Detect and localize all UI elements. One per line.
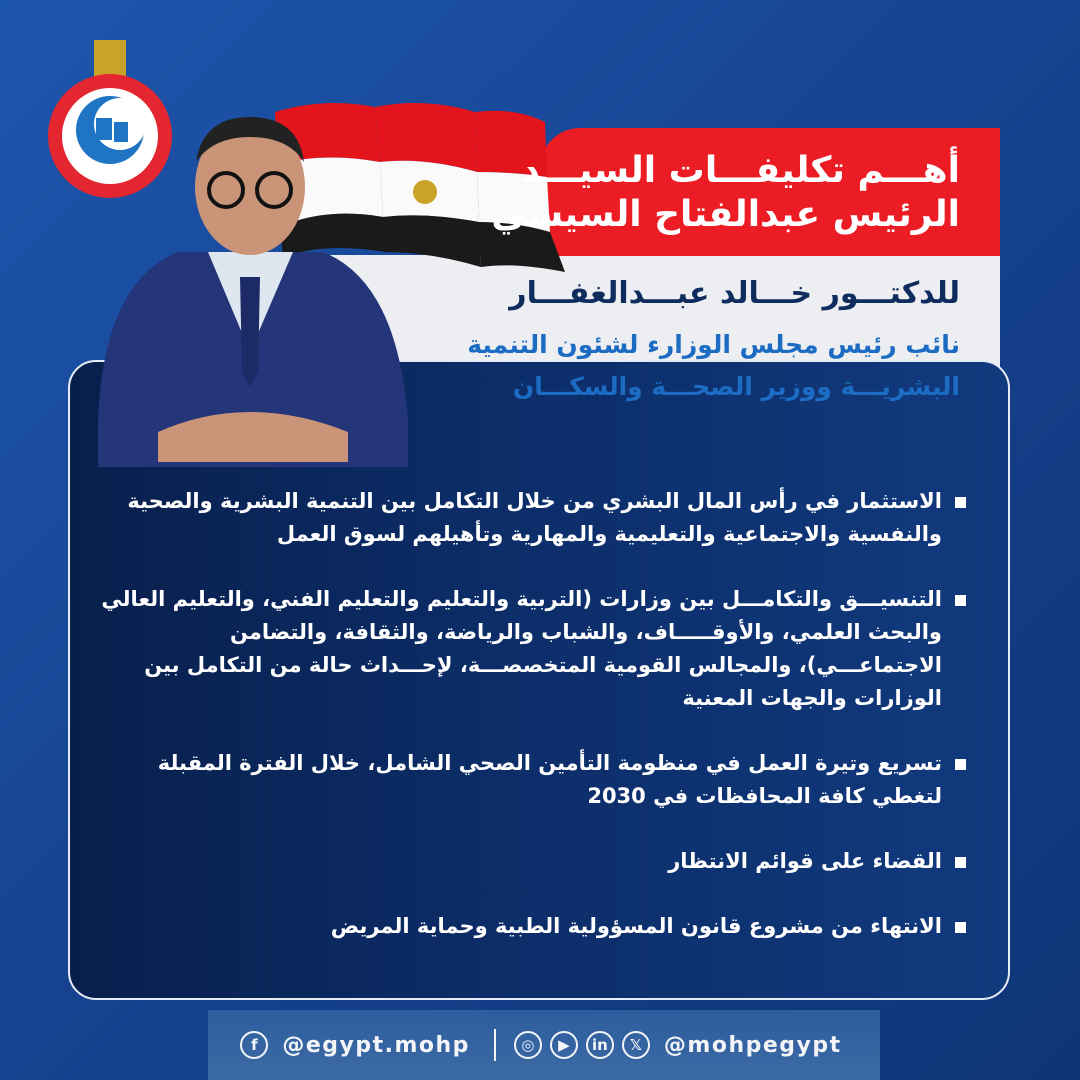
list-item [90, 747, 970, 813]
list-item [90, 583, 970, 715]
facebook-icon[interactable]: f [240, 1031, 268, 1059]
list-item-text: القضاء على قوائم الانتظار [668, 849, 942, 873]
minister-name: للدكتـــور خـــالد عبـــدالغفـــار [509, 276, 960, 311]
subtitle-line-2: البشريـــة ووزير الصحـــة والسكـــان [512, 372, 960, 401]
title-line-1: أهـــم تكليفـــات السيـــد [521, 150, 960, 191]
list-item [90, 485, 970, 551]
bullet-square-icon [955, 857, 966, 868]
bullet-square-icon [955, 922, 966, 933]
facebook-handle[interactable]: @egypt.mohp [282, 1032, 470, 1058]
list-item [90, 910, 970, 943]
title-banner [540, 128, 1000, 256]
bullet-square-icon [955, 595, 966, 606]
bullet-square-icon [955, 497, 966, 508]
youtube-icon[interactable]: ▶ [550, 1031, 578, 1059]
linkedin-icon[interactable]: in [586, 1031, 614, 1059]
list-item [90, 845, 970, 878]
directives-list [90, 485, 970, 975]
list-item-text: الانتهاء من مشروع قانون المسؤولية الطبية وحماية المريض [330, 914, 942, 938]
divider [494, 1029, 496, 1061]
title-line-2: الرئيس عبدالفتاح السيسي [491, 194, 960, 235]
social-footer [208, 1010, 880, 1080]
bullet-square-icon [955, 759, 966, 770]
subtitle-line-1: نائب رئيس مجلس الوزارء لشئون التنمية [467, 330, 960, 359]
list-item-text: تسريع وتيرة العمل في منظومة التأمين الصحي الشامل، خلال الفترة المقبلة لتغطي كافة المحافظات في 2030 [157, 751, 942, 808]
list-item-text: التنسيـــق والتكامـــل بين وزارات (التربية والتعليم والتعليم الفني، والتعليم العالي والبحث العلمي، والأوقـــــاف، والشباب والرياضة، والثقافة، والتضامن الاجتماعـــي)، والمجالس القومية المتخصصـــة، لإحـــداث حالة من التكامل بين الوزارات والجهات المعنية [101, 587, 942, 710]
x-icon[interactable]: 𝕏 [622, 1031, 650, 1059]
list-item-text: الاستثمار في رأس المال البشري من خلال التكامل بين التنمية البشرية والصحية والنفسية والاجتماعية والتعليمية والمهارية وتأهيلهم لسوق العمل [127, 489, 942, 546]
social-handle[interactable]: @mohpegypt [663, 1032, 842, 1058]
ministry-logo [42, 38, 178, 198]
instagram-icon[interactable]: ◎ [514, 1031, 542, 1059]
